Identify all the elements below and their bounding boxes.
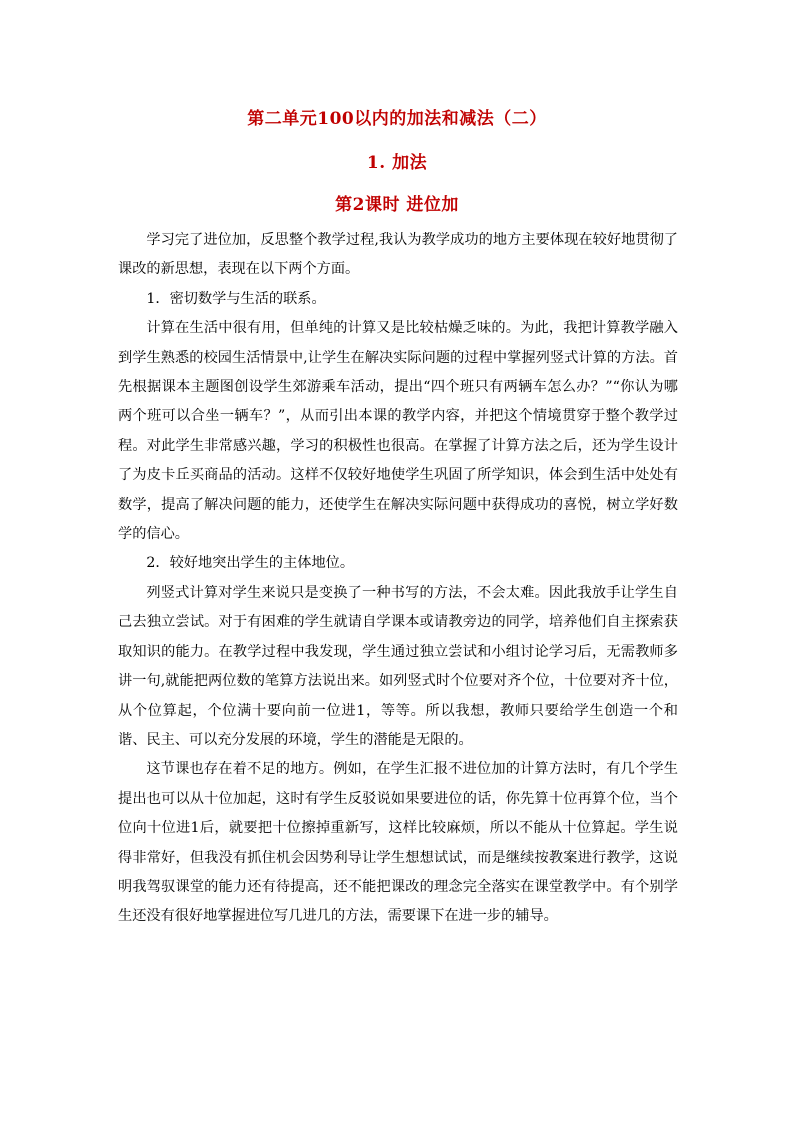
document-body xyxy=(118,226,678,932)
paragraph-point-1: 计算在生活中很有用，但单纯的计算又是比较枯燥乏味的。为此，我把计算教学融入到学生熟悉的校园生活情景中,让学生在解决实际问题的过程中掌握列竖式计算的方法。首先根据课本主题图创设学生郊游乘车活动，提出“四个班只有两辆车怎么办？”“你认为哪两个班可以合坐一辆车？”，从而引出本课的教学内容，并把这个情境贯穿于整个教学过程。对此学生非常感兴趣，学习的积极性也很高。在掌握了计算方法之后，还为学生设计了为皮卡丘买商品的活动。这样不仅较好地使学生巩固了所学知识，体会到生活中处处有数学，提高了解决问题的能力，还使学生在解决实际问题中获得成功的喜悦，树立学好数学的信心。 xyxy=(118,320,678,543)
lesson-title: 第2课时 进位加 xyxy=(335,195,459,215)
unit-title: 第二单元100以内的加法和减法（二） xyxy=(247,109,547,129)
section-title: 1. 加法 xyxy=(366,153,428,173)
point-1-heading: 1．密切数学与生活的联系。 xyxy=(146,290,326,307)
paragraph-shortcomings: 这节课也存在着不足的地方。例如，在学生汇报不进位加的计算方法时，有几个学生提出也可以从十位加起，这时有学生反驳说如果要进位的话，你先算十位再算个位，当个位向十位进1后，就要把十位擦掉重新写，这样比较麻烦，所以不能从十位算起。学生说得非常好，但我没有抓住机会因势利导让学生想想试试，而是继续按教案进行教学，这说明我驾驭课堂的能力还有待提高，还不能把课改的理念完全落实在课堂教学中。有个别学生还没有很好地掌握进位写几进几的方法，需要课下在进一步的辅导。 xyxy=(118,761,678,925)
paragraph-point-2: 列竖式计算对学生来说只是变换了一种书写的方法，不会太难。因此我放手让学生自己去独立尝试。对于有困难的学生就请自学课本或请教旁边的同学，培养他们自主探索获取知识的能力。在教学过程中我发现，学生通过独立尝试和小组讨论学习后，无需教师多讲一句,就能把两位数的笔算方法说出来。如列竖式时个位要对齐个位，十位要对齐十位，从个位算起，个位满十要向前一位进1，等等。所以我想，教师只要给学生创造一个和谐、民主、可以充分发展的环境，学生的潜能是无限的。 xyxy=(118,584,678,748)
paragraph-intro: 学习完了进位加，反思整个教学过程,我认为教学成功的地方主要体现在较好地贯彻了课改的新思想，表现在以下两个方面。 xyxy=(118,232,678,278)
point-2-heading: 2．较好地突出学生的主体地位。 xyxy=(146,555,355,572)
